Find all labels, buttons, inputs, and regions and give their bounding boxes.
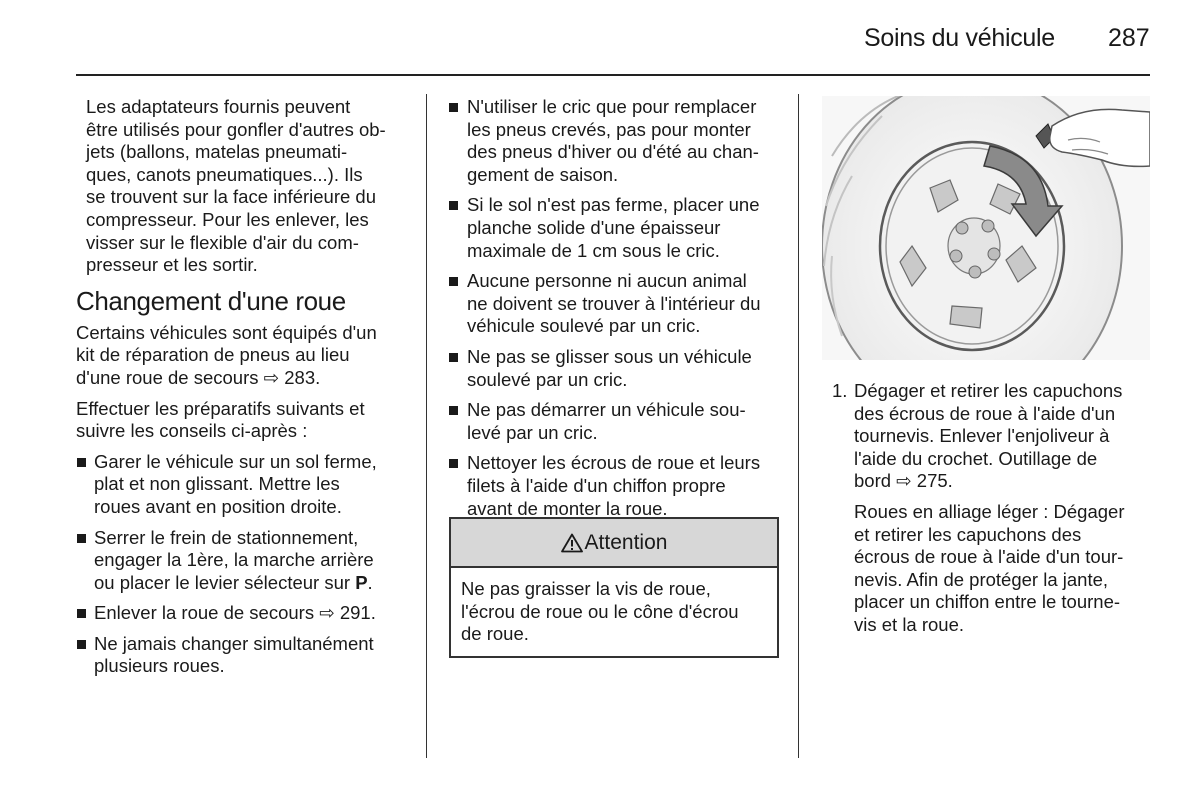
warning-box [449,517,779,658]
column-divider-1 [426,94,427,758]
header-rule [76,74,1150,76]
warning-title: Attention [584,530,668,554]
text-line: visser sur le flexible d'air du com- [86,231,359,253]
warning-body [451,568,777,646]
section-heading: Changement d'une roue [76,285,346,316]
text-line: jets (ballons, matelas pneumati- [86,141,348,163]
steps-list [822,380,1150,637]
text-line: gement de saison. [467,163,619,185]
bullet-square-icon [449,103,458,112]
text-line: N'utiliser le cric que pour remplacer [467,96,757,117]
text-line: avant de monter la roue. [467,497,668,519]
text-line: Ne pas graisser la vis de roue, [461,578,711,599]
text-line: levé par un cric. [467,421,598,443]
bullet-square-icon [449,459,458,468]
text-line: véhicule soulevé par un cric. [467,315,701,337]
list-item [448,346,778,391]
text-line [94,572,410,595]
page-number: 287 [1108,24,1150,52]
text-line: maximale de 1 cm sous le cric. [467,239,720,261]
intro-paragraph [76,96,410,277]
list-item [76,527,410,595]
list-item [76,633,410,678]
warning-triangle-icon [561,533,583,553]
text-line: écrous de roue à l'aide d'un tour- [854,546,1124,568]
bullet-square-icon [77,609,86,618]
text-line: compresseur. Pour les enlever, les [86,208,369,230]
bullet-list [76,451,410,678]
text-line: Certains véhicules sont équipés d'un [76,321,377,343]
text-line: Nettoyer les écrous de roue et leurs [467,452,761,474]
text-line: Roues en alliage léger : Dégager [854,500,1125,522]
column-1 [76,96,410,686]
bullet-square-icon [449,406,458,415]
text-line: et retirer les capuchons des [854,523,1082,545]
bullet-square-icon [77,534,86,543]
bullet-square-icon [77,640,86,649]
column-divider-2 [798,94,799,758]
gear-position-label: P [355,571,368,593]
column-3 [822,380,1150,637]
text-line: vis et la roue. [854,613,965,635]
text-line: des pneus d'hiver ou d'été au chan- [467,141,759,163]
text-line: Ne jamais changer simultanément [94,632,374,654]
cross-reference-link[interactable]: bord ⇨ 275. [854,470,953,492]
text-line: tournevis. Enlever l'enjoliveur à [854,425,1110,447]
text-line: ne doivent se trouver à l'intérieur du [467,292,761,314]
header-title: Soins du véhicule [864,24,1055,52]
paragraph-2 [76,398,410,443]
text-line: de roue. [461,623,529,645]
text-line: plat et non glissant. Mettre les [94,473,340,495]
list-item [76,451,410,519]
text-line: nevis. Afin de protéger la jante, [854,568,1109,590]
list-item [76,602,410,625]
list-item [448,96,778,186]
text-line: l'aide du crochet. Outillage de [854,447,1098,469]
text-line: Ne pas se glisser sous un véhicule [467,345,752,367]
text-line: l'écrou de roue ou le cône d'écrou [461,600,739,622]
text-line: Si le sol n'est pas ferme, placer une [467,194,760,216]
list-item [448,194,778,262]
text-line: les pneus crevés, pas pour monter [467,118,751,140]
text-line: soulevé par un cric. [467,368,628,390]
bullet-square-icon [77,458,86,467]
text-line: ques, canots pneumatiques...). Ils [86,163,363,185]
step-note [854,501,1150,637]
cross-reference-link[interactable]: Enlever la roue de secours ⇨ 291. [94,602,376,624]
list-item [448,270,778,338]
bullet-square-icon [449,277,458,286]
text-line: Dégager et retirer les capuchons [854,380,1123,401]
text-line: Effectuer les préparatifs suivants et [76,397,365,419]
text-line: kit de réparation de pneus au lieu [76,344,350,366]
bullet-square-icon [449,353,458,362]
text-line: Aucune personne ni aucun animal [467,270,747,292]
text-line: engager la 1ère, la marche arrière [94,549,374,571]
wheel-cover-illustration [822,96,1150,360]
wheel-cover-removal-image [822,96,1150,360]
text-line: être utilisés pour gonfler d'autres ob- [86,118,386,140]
text-line: Serrer le frein de stationnement, [94,526,359,548]
warning-header [451,519,777,568]
list-item [448,452,778,520]
list-item [448,399,778,444]
bullet-list [448,96,778,520]
text-line: se trouvent sur la face inférieure du [86,186,376,208]
step-item [822,380,1150,637]
text-line: filets à l'aide d'un chiffon propre [467,474,726,496]
column-2 [448,96,778,528]
text-line: plusieurs roues. [94,655,225,677]
paragraph-1 [76,322,410,390]
text-line: Ne pas démarrer un véhicule sou- [467,399,746,421]
text-fragment: . [367,571,373,593]
text-line: Garer le véhicule sur un sol ferme, [94,450,377,472]
text-line: Les adaptateurs fournis peuvent [86,96,351,117]
bullet-square-icon [449,201,458,210]
text-fragment: ou placer le levier sélecteur sur [94,571,356,593]
text-line: planche solide d'une épaisseur [467,216,721,238]
text-line: roues avant en position droite. [94,495,342,517]
cross-reference-link[interactable]: d'une roue de secours ⇨ 283. [76,366,321,388]
step-number: 1. [832,380,848,401]
text-line: des écrous de roue à l'aide d'un [854,402,1116,424]
text-line: placer un chiffon entre le tourne- [854,591,1121,613]
text-line: suivre les conseils ci-après : [76,420,308,442]
text-line: presseur et les sortir. [86,254,258,276]
